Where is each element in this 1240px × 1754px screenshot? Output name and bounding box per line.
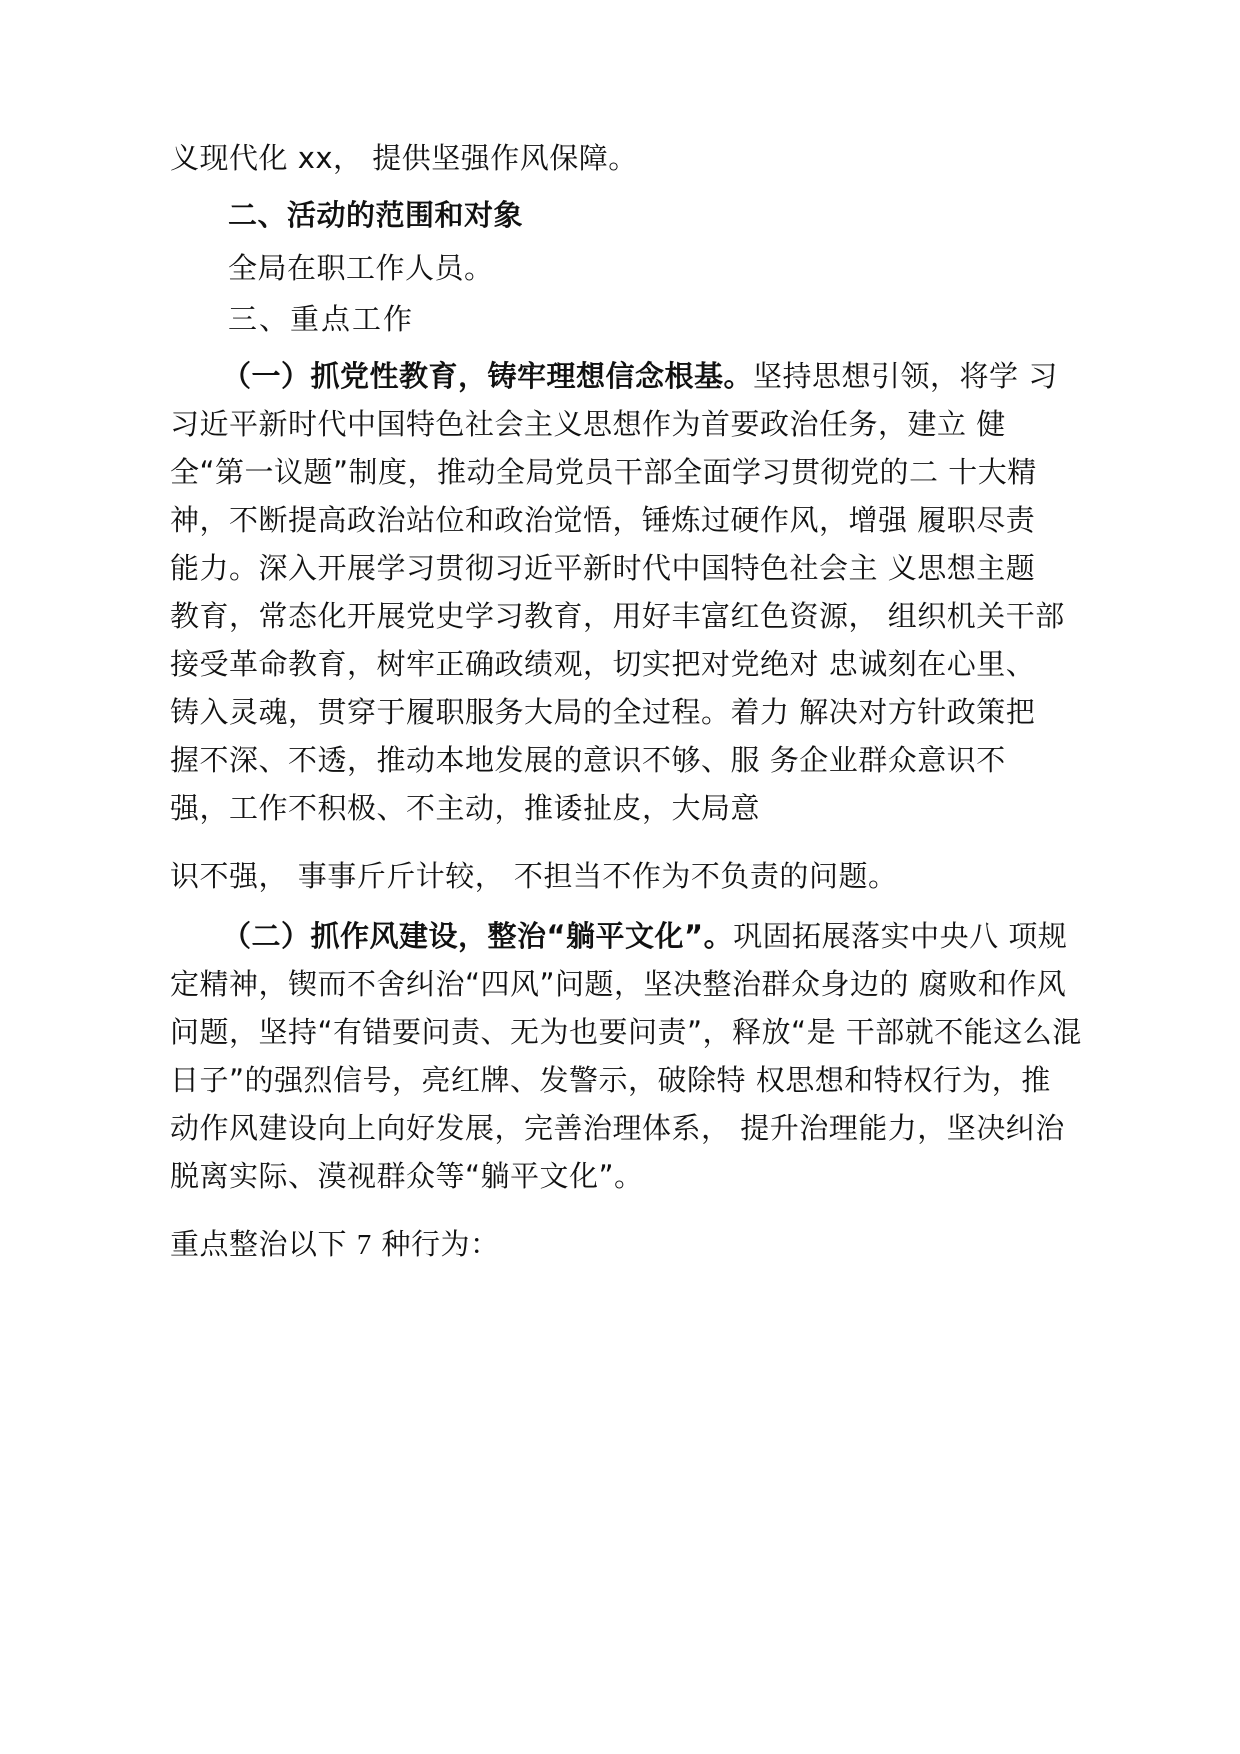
text-line: 习近平新时代中国特色社会主义思想作为首要政治任务，建立 健 [170, 407, 1006, 441]
text-line: 神，不断提高政治站位和政治觉悟，锤炼过硬作风，增强 履职尽责 [170, 503, 1036, 537]
paragraph-heading-1: （一）抓党性教育，铸牢理想信念根基。 [222, 359, 754, 393]
text-line: 全“第一议题”制度，推动全局党员干部全面学习贯彻党的二 十大精 [170, 455, 1037, 489]
text-line: 定精神，锲而不舍纠治“四风”问题，坚决整治群众身边的 腐败和作风 [170, 967, 1067, 1001]
text-line: 教育，常态化开展党史学习教育，用好丰富红色资源， 组织机关干部 [170, 599, 1065, 633]
key-behaviors-line [170, 1224, 499, 1265]
text-span: 坚持思想引领，将学 习 [753, 359, 1058, 393]
text-line: 全局在职工作人员。 [228, 251, 494, 285]
text-line: 识不强， 事事斤斤计较， 不担当不作为不负责的问题。 [170, 859, 898, 893]
paragraph-1-first-line [222, 356, 1058, 396]
behavior-count: 7 [356, 1229, 372, 1261]
section-heading-2: 二、活动的范围和对象 [228, 198, 524, 232]
text-line: 铸入灵魂，贯穿于履职服务大局的全过程。着力 解决对方针政策把 [170, 695, 1036, 729]
text-line: 握不深、不透，推动本地发展的意识不够、服 务企业群众意识不 [170, 743, 1006, 777]
text-span: 巩固拓展落实中央八 项规 [733, 919, 1068, 953]
text-line: 接受革命教育，树牢正确政绩观，切实把对党绝对 忠诚刻在心里、 [170, 647, 1036, 681]
text-line: 强，工作不积极、不主动，推诿扯皮，大局意 [170, 791, 761, 825]
text-line: 日子”的强烈信号，亮红牌、发警示，破除特 权思想和特权行为，推 [170, 1063, 1051, 1097]
text-line: 义现代化 xx， 提供坚强作风保障。 [170, 141, 638, 175]
paragraph-heading-2: （二）抓作风建设，整治“躺平文化”。 [222, 919, 734, 953]
text-line: 问题，坚持“有错要问责、无为也要问责”，释放“是 干部就不能这么混 [170, 1015, 1082, 1049]
text-span: 重点整治以下 [170, 1227, 348, 1261]
text-line: 脱离实际、漠视群众等“躺平文化”。 [170, 1159, 644, 1193]
text-span: 种行为： [381, 1227, 500, 1261]
section-heading-3: 三、重点工作 [228, 302, 415, 336]
text-line: 能力。深入开展学习贯彻习近平新时代中国特色社会主 义思想主题 [170, 551, 1036, 585]
paragraph-2-first-line [222, 916, 1067, 956]
text-line: 动作风建设向上向好发展，完善治理体系， 提升治理能力，坚决纠治 [170, 1111, 1065, 1145]
